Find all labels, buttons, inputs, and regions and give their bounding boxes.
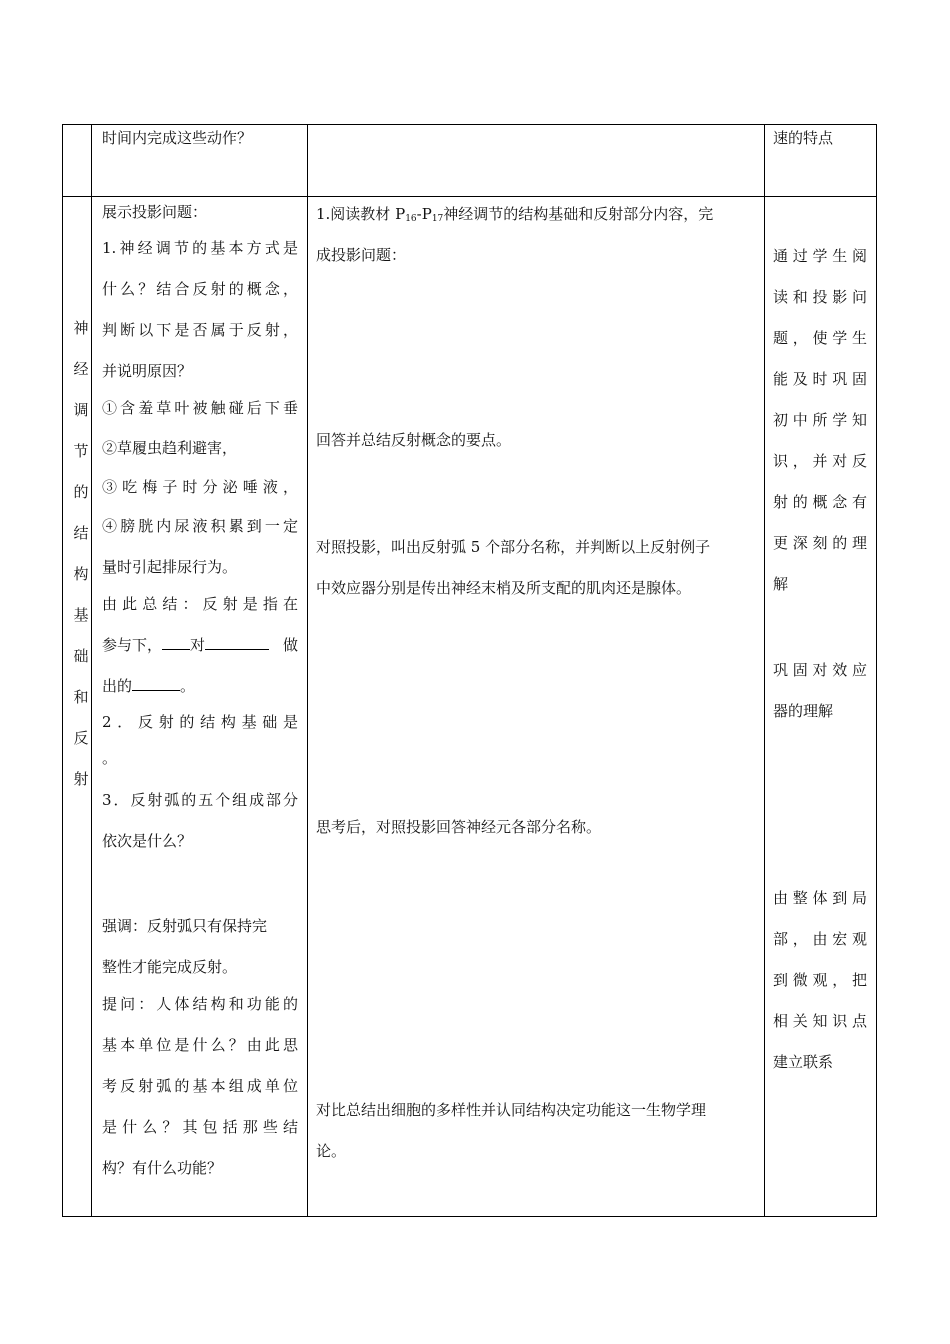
purpose-3-line: 建立联系 <box>773 1053 834 1071</box>
question-2-line: 2．反射的结构基础是 <box>102 713 298 731</box>
ask-line: 构？有什么功能？ <box>102 1159 223 1177</box>
purpose-1-line: 题，使学生 <box>773 329 867 347</box>
question-1-line: 判断以下是否属于反射， <box>102 321 298 339</box>
example-4-line: ④膀胱内尿液积累到一定 <box>102 517 298 535</box>
ask-line: 是什么？其包括那些结 <box>102 1118 298 1136</box>
summary-text: 。 <box>180 677 196 695</box>
purpose-3-line: 到微观，把 <box>773 971 867 989</box>
ask-line: 提问：人体结构和功能的 <box>102 995 298 1013</box>
student-step-3-line: 对照投影，叫出反射弧 5 个部分名称，并判断以上反射例子 <box>316 538 711 556</box>
purpose-1-line: 能及时巩固 <box>773 370 867 388</box>
section-title-char: 基 <box>73 606 89 624</box>
purpose-1-line: 识，并对反 <box>773 452 867 470</box>
example-4-line: 量时引起排尿行为。 <box>102 558 238 576</box>
section-title-char: 调 <box>73 401 89 419</box>
student-text: 1.阅读教材 P <box>316 205 406 223</box>
section-title-char: 础 <box>73 647 89 665</box>
section-title-char: 经 <box>73 360 89 378</box>
section-title-char: 构 <box>73 565 89 583</box>
emphasis-line: 强调：反射弧只有保持完 <box>102 917 268 935</box>
purpose-3-line: 部，由宏观 <box>773 930 867 948</box>
purpose-1-line: 射的概念有 <box>773 493 867 511</box>
teacher-intro: 展示投影问题： <box>102 203 208 221</box>
question-1-line: 并说明原因？ <box>102 362 193 380</box>
student-step-4: 思考后，对照投影回答神经元各部分名称。 <box>316 818 602 836</box>
fill-blank[interactable] <box>205 635 269 650</box>
table-top-border <box>62 124 877 125</box>
column-divider-2 <box>307 124 308 1217</box>
section-title-char: 节 <box>73 442 89 460</box>
purpose-2-line: 器的理解 <box>773 702 834 720</box>
table-left-border <box>62 124 63 1217</box>
table-right-border <box>876 124 877 1217</box>
summary-text: 出的 <box>102 677 133 695</box>
question-1-line: 1.神经调节的基本方式是 <box>102 239 298 257</box>
row1-teacher-text: 时间内完成这些动作？ <box>102 129 253 147</box>
purpose-1-line: 通过学生阅 <box>773 247 867 265</box>
summary-line-3 <box>102 676 195 696</box>
purpose-3-line: 相关知识点 <box>773 1012 867 1030</box>
student-step-5-line: 论。 <box>316 1142 347 1160</box>
summary-line-1: 由此总结：反射是指在 <box>102 595 298 613</box>
example-2: ②草履虫趋利避害， <box>102 439 238 457</box>
section-title-char: 的 <box>73 483 89 501</box>
purpose-1-line: 读和投影问 <box>773 288 867 306</box>
example-1: ①含羞草叶被触碰后下垂 <box>102 399 298 417</box>
section-title-char: 和 <box>73 688 89 706</box>
question-3-line: 3．反射弧的五个组成部分 <box>102 791 298 809</box>
ask-line: 基本单位是什么？由此思 <box>102 1036 298 1054</box>
summary-line-2 <box>102 635 298 655</box>
example-3: ③吃梅子时分泌唾液， <box>102 478 298 496</box>
column-divider-1 <box>91 124 92 1217</box>
emphasis-line: 整性才能完成反射。 <box>102 958 238 976</box>
question-2-line: 。 <box>102 749 118 767</box>
summary-text: 参与下， <box>102 636 163 654</box>
student-step-3-line: 中效应器分别是传出神经末梢及所支配的肌肉还是腺体。 <box>316 579 692 597</box>
section-title-char: 结 <box>73 524 89 542</box>
section-title-char: 神 <box>73 319 89 337</box>
table-bottom-border <box>62 1216 877 1217</box>
student-step-5-line: 对比总结出细胞的多样性并认同结构决定功能这一生物学理 <box>316 1101 707 1119</box>
purpose-2-line: 巩固对效应 <box>773 661 867 679</box>
fill-blank[interactable] <box>162 635 190 650</box>
page-subscript: 17 <box>431 214 444 224</box>
student-step-2: 回答并总结反射概念的要点。 <box>316 431 512 449</box>
student-step-1 <box>316 204 713 224</box>
row-divider <box>62 196 877 197</box>
column-divider-3 <box>764 124 765 1217</box>
page-subscript: 16 <box>405 214 417 224</box>
question-3-line: 依次是什么？ <box>102 832 193 850</box>
question-1-line: 什么？结合反射的概念， <box>102 280 298 298</box>
fill-blank[interactable] <box>132 676 180 691</box>
student-step-1-line2: 成投影问题： <box>316 246 407 264</box>
purpose-1-line: 初中所学知 <box>773 411 867 429</box>
summary-text: 做 <box>282 636 298 654</box>
student-text: -P <box>416 205 432 223</box>
row1-purpose-text: 速的特点 <box>773 129 834 147</box>
purpose-1-line: 解 <box>773 575 789 593</box>
purpose-3-line: 由整体到局 <box>773 889 867 907</box>
purpose-1-line: 更深刻的理 <box>773 534 867 552</box>
ask-line: 考反射弧的基本组成单位 <box>102 1077 298 1095</box>
student-text: 神经调节的结构基础和反射部分内容，完 <box>443 205 714 223</box>
section-title-char: 反 <box>73 729 89 747</box>
section-title-char: 射 <box>73 770 89 788</box>
summary-text: 对 <box>190 636 206 654</box>
